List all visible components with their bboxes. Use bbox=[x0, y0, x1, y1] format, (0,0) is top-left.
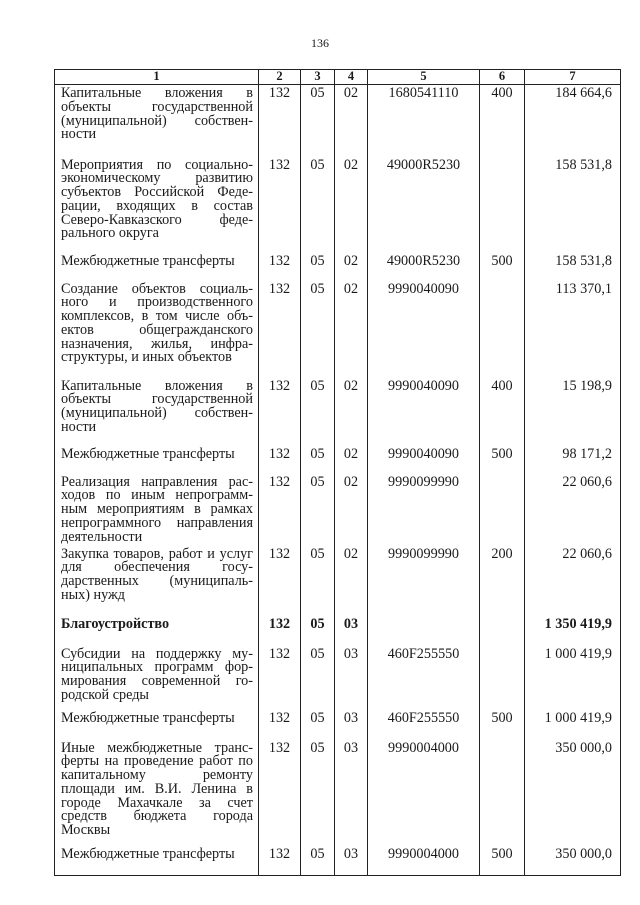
row-amount: 22 060,6 bbox=[525, 474, 621, 546]
row-subdivision-code: 02 bbox=[335, 281, 368, 378]
row-section-code: 132 bbox=[259, 253, 301, 281]
row-name: Закупка товаров, работ и услуг для обеспечения госу-дарственных (муниципаль-ных) нужд bbox=[55, 546, 259, 616]
row-division-code: 05 bbox=[301, 546, 335, 616]
row-target-article: 49000R5230 bbox=[368, 157, 480, 253]
row-division-code: 05 bbox=[301, 85, 335, 157]
row-expense-type: 400 bbox=[480, 85, 525, 157]
row-name: Иные межбюджетные транс-ферты на проведение работ по капитальному ремонту площади им. В.И. Ленина в городе Махачкале за счет средств бюджета города Москвы bbox=[55, 740, 259, 846]
table-row bbox=[55, 157, 621, 253]
row-expense-type bbox=[480, 157, 525, 253]
row-amount: 1 000 419,9 bbox=[525, 710, 621, 740]
row-name: Межбюджетные трансферты bbox=[55, 253, 259, 281]
row-target-article: 9990004000 bbox=[368, 846, 480, 876]
row-section-code: 132 bbox=[259, 446, 301, 474]
row-amount: 15 198,9 bbox=[525, 378, 621, 446]
row-target-article: 9990040090 bbox=[368, 281, 480, 378]
row-section-code: 132 bbox=[259, 474, 301, 546]
row-expense-type bbox=[480, 281, 525, 378]
row-section-code: 132 bbox=[259, 740, 301, 846]
row-name: Капитальные вложения в объекты государственной (муниципальной) собствен-ности bbox=[55, 378, 259, 446]
row-division-code: 05 bbox=[301, 646, 335, 710]
row-division-code: 05 bbox=[301, 474, 335, 546]
row-expense-type bbox=[480, 474, 525, 546]
row-subdivision-code: 03 bbox=[335, 616, 368, 646]
row-section-code: 132 bbox=[259, 85, 301, 157]
page-number: 136 bbox=[311, 36, 329, 50]
row-amount: 113 370,1 bbox=[525, 281, 621, 378]
row-section-code: 132 bbox=[259, 281, 301, 378]
row-section-code: 132 bbox=[259, 157, 301, 253]
row-expense-type: 400 bbox=[480, 378, 525, 446]
row-amount: 22 060,6 bbox=[525, 546, 621, 616]
row-name: Реализация направления рас-ходов по иным непрограмм-ным мероприятиям в рамках непрограммного направления деятельности bbox=[55, 474, 259, 546]
row-amount: 158 531,8 bbox=[525, 253, 621, 281]
column-header: 5 bbox=[368, 70, 480, 85]
row-subdivision-code: 02 bbox=[335, 546, 368, 616]
row-target-article bbox=[368, 616, 480, 646]
row-subdivision-code: 03 bbox=[335, 710, 368, 740]
table-row bbox=[55, 446, 621, 474]
row-section-code: 132 bbox=[259, 546, 301, 616]
row-target-article: 9990099990 bbox=[368, 474, 480, 546]
row-amount: 158 531,8 bbox=[525, 157, 621, 253]
table-row bbox=[55, 378, 621, 446]
row-subdivision-code: 02 bbox=[335, 378, 368, 446]
row-amount: 350 000,0 bbox=[525, 740, 621, 846]
table-row bbox=[55, 253, 621, 281]
row-name: Создание объектов социаль-ного и производственного комплексов, в том числе объ-ектов общегражданского назначения, жилья, инфра-структуры, и иных объектов bbox=[55, 281, 259, 378]
table-header-row bbox=[55, 70, 621, 85]
row-division-code: 05 bbox=[301, 446, 335, 474]
row-expense-type: 500 bbox=[480, 446, 525, 474]
row-target-article: 9990004000 bbox=[368, 740, 480, 846]
row-section-code: 132 bbox=[259, 846, 301, 876]
row-subdivision-code: 02 bbox=[335, 85, 368, 157]
table-row bbox=[55, 846, 621, 876]
row-target-article: 49000R5230 bbox=[368, 253, 480, 281]
row-subdivision-code: 03 bbox=[335, 646, 368, 710]
row-target-article: 1680541110 bbox=[368, 85, 480, 157]
row-division-code: 05 bbox=[301, 253, 335, 281]
row-expense-type bbox=[480, 646, 525, 710]
row-subdivision-code: 02 bbox=[335, 446, 368, 474]
row-division-code: 05 bbox=[301, 616, 335, 646]
row-target-article: 9990099990 bbox=[368, 546, 480, 616]
row-subdivision-code: 02 bbox=[335, 253, 368, 281]
row-name: Межбюджетные трансферты bbox=[55, 846, 259, 876]
row-division-code: 05 bbox=[301, 281, 335, 378]
row-division-code: 05 bbox=[301, 740, 335, 846]
row-division-code: 05 bbox=[301, 710, 335, 740]
row-name: Субсидии на поддержку му-ниципальных программ фор-мирования современной го-родской среды bbox=[55, 646, 259, 710]
column-header: 6 bbox=[480, 70, 525, 85]
row-division-code: 05 bbox=[301, 846, 335, 876]
row-target-article: 9990040090 bbox=[368, 378, 480, 446]
row-target-article: 9990040090 bbox=[368, 446, 480, 474]
row-name: Межбюджетные трансферты bbox=[55, 446, 259, 474]
column-header: 2 bbox=[259, 70, 301, 85]
table-row bbox=[55, 85, 621, 157]
row-target-article: 460F255550 bbox=[368, 710, 480, 740]
table-row bbox=[55, 646, 621, 710]
table-row bbox=[55, 281, 621, 378]
budget-table bbox=[54, 69, 621, 876]
row-expense-type: 200 bbox=[480, 546, 525, 616]
row-section-code: 132 bbox=[259, 646, 301, 710]
row-section-code: 132 bbox=[259, 710, 301, 740]
column-header: 1 bbox=[55, 70, 259, 85]
table-row bbox=[55, 740, 621, 846]
row-subdivision-code: 02 bbox=[335, 157, 368, 253]
row-subdivision-code: 03 bbox=[335, 740, 368, 846]
row-division-code: 05 bbox=[301, 157, 335, 253]
row-expense-type bbox=[480, 616, 525, 646]
table-row bbox=[55, 474, 621, 546]
row-name: Мероприятия по социально-экономическому развитию субъектов Российской Феде-рации, входящих в состав Северо-Кавказского феде-рального округа bbox=[55, 157, 259, 253]
row-expense-type: 500 bbox=[480, 846, 525, 876]
row-amount: 1 350 419,9 bbox=[525, 616, 621, 646]
table-row bbox=[55, 616, 621, 646]
table-row bbox=[55, 710, 621, 740]
row-amount: 98 171,2 bbox=[525, 446, 621, 474]
row-expense-type: 500 bbox=[480, 710, 525, 740]
row-subdivision-code: 02 bbox=[335, 474, 368, 546]
column-header: 4 bbox=[335, 70, 368, 85]
row-name: Благоустройство bbox=[55, 616, 259, 646]
row-target-article: 460F255550 bbox=[368, 646, 480, 710]
row-division-code: 05 bbox=[301, 378, 335, 446]
column-header: 7 bbox=[525, 70, 621, 85]
row-name: Капитальные вложения в объекты государственной (муниципальной) собствен-ности bbox=[55, 85, 259, 157]
row-amount: 184 664,6 bbox=[525, 85, 621, 157]
table-row bbox=[55, 546, 621, 616]
row-expense-type: 500 bbox=[480, 253, 525, 281]
row-expense-type bbox=[480, 740, 525, 846]
row-subdivision-code: 03 bbox=[335, 846, 368, 876]
row-section-code: 132 bbox=[259, 616, 301, 646]
row-name: Межбюджетные трансферты bbox=[55, 710, 259, 740]
row-section-code: 132 bbox=[259, 378, 301, 446]
row-amount: 350 000,0 bbox=[525, 846, 621, 876]
row-amount: 1 000 419,9 bbox=[525, 646, 621, 710]
column-header: 3 bbox=[301, 70, 335, 85]
